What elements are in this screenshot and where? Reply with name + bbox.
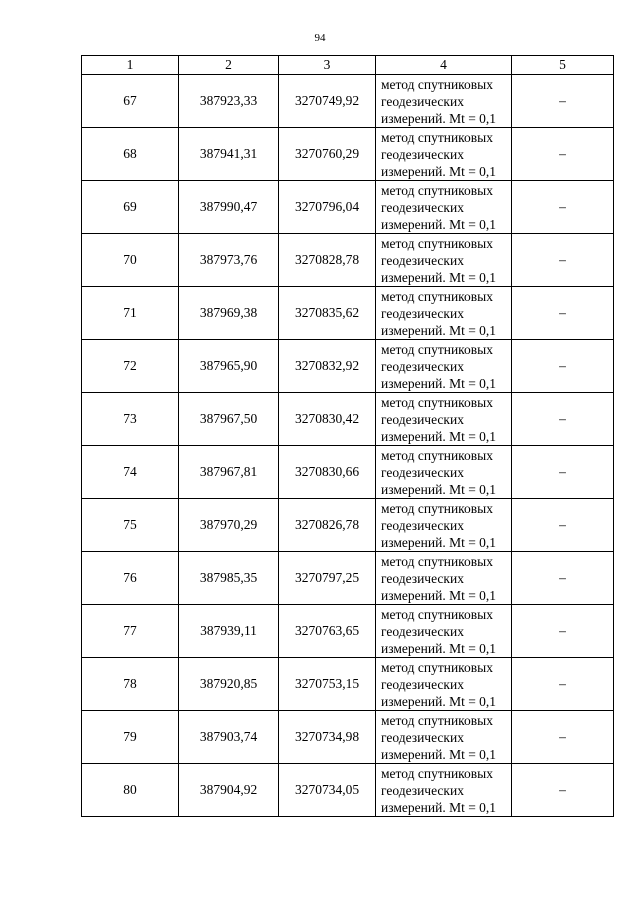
method-line: геодезических: [381, 199, 464, 215]
coordinate-x-cell: 387990,47: [179, 181, 279, 234]
method-line: измерений. Mt = 0,1: [381, 799, 497, 815]
method-line: метод спутниковых: [381, 500, 493, 516]
table-row: [82, 552, 614, 605]
coordinate-y-cell: 3270830,66: [279, 446, 376, 499]
point-number-cell: 75: [82, 499, 179, 552]
coordinate-y-cell: 3270753,15: [279, 658, 376, 711]
header-col-4: 4: [376, 56, 512, 75]
method-line: метод спутниковых: [381, 129, 493, 145]
point-number-cell: 71: [82, 287, 179, 340]
method-line: метод спутниковых: [381, 606, 493, 622]
coordinate-x-cell: 387970,29: [179, 499, 279, 552]
table-row: [82, 287, 614, 340]
description-cell: –: [512, 711, 614, 764]
point-number-cell: 70: [82, 234, 179, 287]
description-cell: –: [512, 75, 614, 128]
method-line: геодезических: [381, 358, 464, 374]
coordinate-y-cell: 3270826,78: [279, 499, 376, 552]
method-line: геодезических: [381, 146, 464, 162]
method-line: измерений. Mt = 0,1: [381, 534, 497, 550]
point-number-cell: 79: [82, 711, 179, 764]
method-cell: [376, 75, 512, 128]
table-row: [82, 446, 614, 499]
method-line: геодезических: [381, 623, 464, 639]
table-row: [82, 711, 614, 764]
method-line: измерений. Mt = 0,1: [381, 322, 497, 338]
method-line: геодезических: [381, 782, 464, 798]
description-cell: –: [512, 128, 614, 181]
coordinate-y-cell: 3270835,62: [279, 287, 376, 340]
description-cell: –: [512, 658, 614, 711]
method-line: измерений. Mt = 0,1: [381, 269, 497, 285]
table-row: [82, 234, 614, 287]
coordinate-x-cell: 387904,92: [179, 764, 279, 817]
point-number-cell: 72: [82, 340, 179, 393]
method-line: измерений. Mt = 0,1: [381, 481, 497, 497]
coordinate-x-cell: 387923,33: [179, 75, 279, 128]
method-line: метод спутниковых: [381, 341, 493, 357]
method-line: геодезических: [381, 676, 464, 692]
method-line: метод спутниковых: [381, 394, 493, 410]
description-cell: –: [512, 446, 614, 499]
method-cell: [376, 234, 512, 287]
method-line: метод спутниковых: [381, 712, 493, 728]
table-header-row: [82, 56, 614, 75]
method-line: измерений. Mt = 0,1: [381, 163, 497, 179]
method-line: измерений. Mt = 0,1: [381, 693, 497, 709]
description-cell: –: [512, 340, 614, 393]
method-cell: [376, 181, 512, 234]
coordinate-x-cell: 387973,76: [179, 234, 279, 287]
method-cell: [376, 446, 512, 499]
header-col-2: 2: [179, 56, 279, 75]
method-cell: [376, 340, 512, 393]
table-row: [82, 658, 614, 711]
method-line: метод спутниковых: [381, 235, 493, 251]
description-cell: –: [512, 499, 614, 552]
coordinate-x-cell: 387967,81: [179, 446, 279, 499]
method-line: измерений. Mt = 0,1: [381, 216, 497, 232]
header-col-1: 1: [82, 56, 179, 75]
method-line: метод спутниковых: [381, 447, 493, 463]
coordinate-x-cell: 387941,31: [179, 128, 279, 181]
description-cell: –: [512, 181, 614, 234]
point-number-cell: 76: [82, 552, 179, 605]
method-line: геодезических: [381, 464, 464, 480]
coordinate-x-cell: 387965,90: [179, 340, 279, 393]
coordinate-y-cell: 3270796,04: [279, 181, 376, 234]
method-cell: [376, 552, 512, 605]
page-number: 94: [314, 32, 326, 44]
method-line: метод спутниковых: [381, 659, 493, 675]
coordinate-x-cell: 387920,85: [179, 658, 279, 711]
point-number-cell: 68: [82, 128, 179, 181]
table-row: [82, 393, 614, 446]
table-row: [82, 128, 614, 181]
point-number-cell: 77: [82, 605, 179, 658]
coordinate-x-cell: 387969,38: [179, 287, 279, 340]
method-cell: [376, 658, 512, 711]
method-line: геодезических: [381, 305, 464, 321]
method-line: геодезических: [381, 252, 464, 268]
point-number-cell: 80: [82, 764, 179, 817]
coordinate-x-cell: 387903,74: [179, 711, 279, 764]
coordinate-y-cell: 3270760,29: [279, 128, 376, 181]
description-cell: –: [512, 605, 614, 658]
description-cell: –: [512, 234, 614, 287]
description-cell: –: [512, 393, 614, 446]
table-row: [82, 340, 614, 393]
table-row: [82, 764, 614, 817]
point-number-cell: 69: [82, 181, 179, 234]
table-row: [82, 605, 614, 658]
coordinate-y-cell: 3270763,65: [279, 605, 376, 658]
coordinate-y-cell: 3270797,25: [279, 552, 376, 605]
method-line: измерений. Mt = 0,1: [381, 375, 497, 391]
method-cell: [376, 605, 512, 658]
method-line: геодезических: [381, 411, 464, 427]
header-col-5: 5: [512, 56, 614, 75]
method-line: геодезических: [381, 729, 464, 745]
coordinates-table: [81, 55, 614, 817]
method-line: метод спутниковых: [381, 553, 493, 569]
method-line: измерений. Mt = 0,1: [381, 746, 497, 762]
method-line: метод спутниковых: [381, 288, 493, 304]
coordinate-y-cell: 3270828,78: [279, 234, 376, 287]
coordinate-y-cell: 3270832,92: [279, 340, 376, 393]
method-line: метод спутниковых: [381, 765, 493, 781]
method-line: измерений. Mt = 0,1: [381, 428, 497, 444]
method-line: метод спутниковых: [381, 76, 493, 92]
header-col-3: 3: [279, 56, 376, 75]
description-cell: –: [512, 287, 614, 340]
table-body: [82, 75, 614, 817]
method-cell: [376, 764, 512, 817]
coordinate-y-cell: 3270734,05: [279, 764, 376, 817]
coordinate-x-cell: 387967,50: [179, 393, 279, 446]
table-row: [82, 181, 614, 234]
point-number-cell: 67: [82, 75, 179, 128]
method-line: геодезических: [381, 93, 464, 109]
method-cell: [376, 711, 512, 764]
point-number-cell: 74: [82, 446, 179, 499]
method-line: измерений. Mt = 0,1: [381, 587, 497, 603]
method-line: измерений. Mt = 0,1: [381, 110, 497, 126]
coordinate-y-cell: 3270749,92: [279, 75, 376, 128]
table-row: [82, 499, 614, 552]
description-cell: –: [512, 764, 614, 817]
method-cell: [376, 128, 512, 181]
method-cell: [376, 499, 512, 552]
method-cell: [376, 287, 512, 340]
coordinate-y-cell: 3270830,42: [279, 393, 376, 446]
table-row: [82, 75, 614, 128]
method-line: геодезических: [381, 517, 464, 533]
point-number-cell: 73: [82, 393, 179, 446]
method-line: геодезических: [381, 570, 464, 586]
point-number-cell: 78: [82, 658, 179, 711]
description-cell: –: [512, 552, 614, 605]
method-cell: [376, 393, 512, 446]
coordinate-y-cell: 3270734,98: [279, 711, 376, 764]
coordinate-x-cell: 387939,11: [179, 605, 279, 658]
method-line: метод спутниковых: [381, 182, 493, 198]
coordinate-x-cell: 387985,35: [179, 552, 279, 605]
method-line: измерений. Mt = 0,1: [381, 640, 497, 656]
